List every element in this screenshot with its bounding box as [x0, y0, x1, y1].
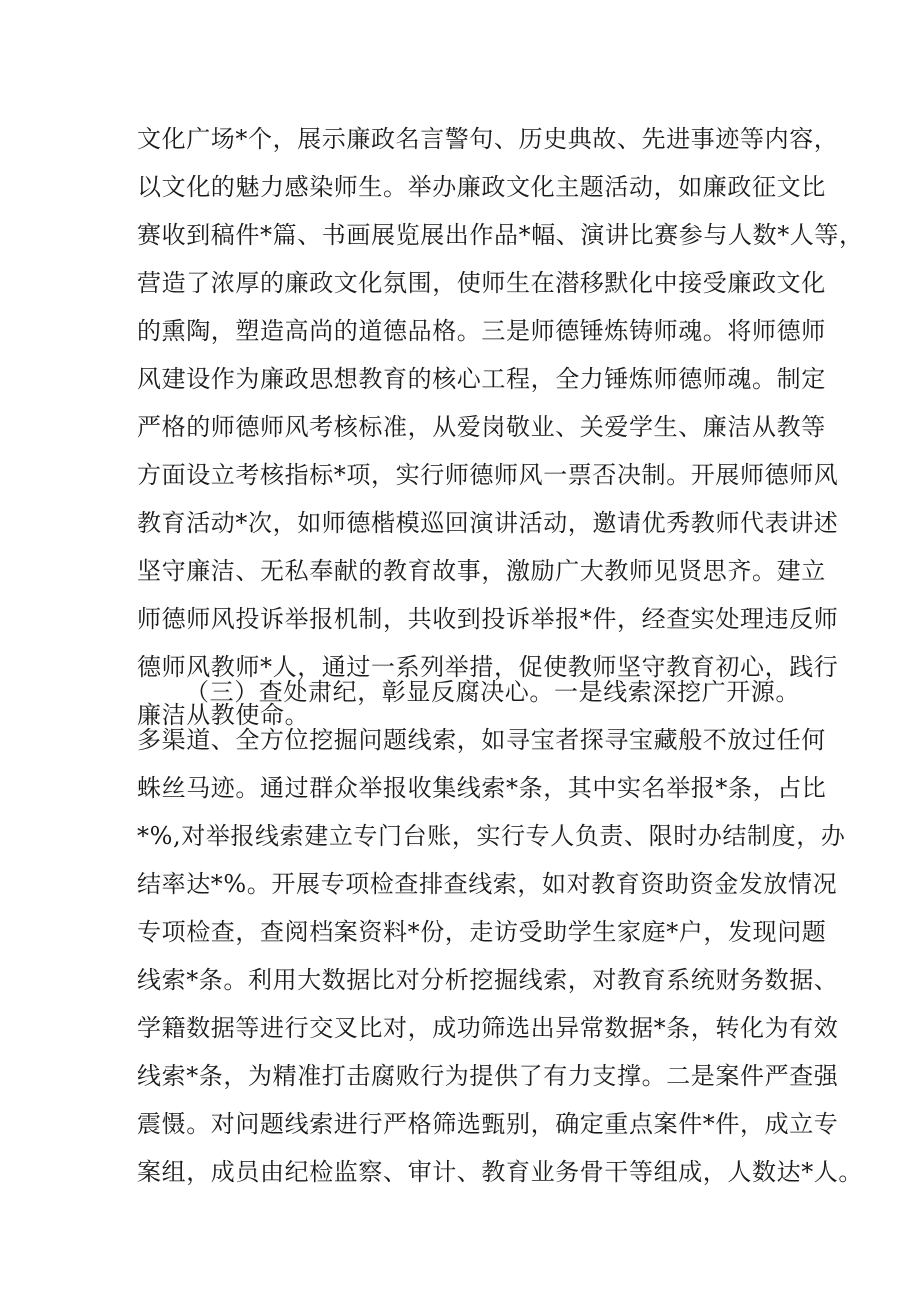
text-line: 德师风教师*人，通过一系列举措，促使教师坚守教育初心，践行	[137, 653, 839, 681]
text-line: 多渠道、全方位挖掘问题线索，如寻宝者探寻宝藏般不放过任何	[137, 726, 826, 754]
text-line: 蛛丝马迹。通过群众举报收集线索*条，其中实名举报*条，占比	[137, 774, 827, 802]
text-line: 专项检查，查阅档案资料*份，走访受助学生家庭*户，发现问题	[137, 918, 827, 946]
section-heading-line: （三）查处肃纪，彰显反腐决心。一是线索深挖广开源。	[185, 678, 800, 706]
text-line: 的熏陶，塑造高尚的道德品格。三是师德锤炼铸师魂。将师德师	[137, 317, 826, 345]
text-line: 案组，成员由纪检监察、审计、教育业务骨干等组成，人数达*人。	[137, 1158, 863, 1186]
text-line: 学籍数据等进行交叉比对，成功筛选出异常数据*条，转化为有效	[137, 1014, 839, 1042]
text-line: 营造了浓厚的廉政文化氛围，使师生在潜移默化中接受廉政文化	[137, 269, 826, 297]
text-line: 教育活动*次，如师德楷模巡回演讲活动，邀请优秀教师代表讲述	[137, 509, 839, 537]
text-line: 廉洁从教使命。	[137, 701, 310, 729]
text-line: 文化广场*个，展示廉政名言警句、历史典故、先进事迹等内容，	[137, 125, 839, 153]
text-line: 方面设立考核指标*项，实行师德师风一票否决制。开展师德师风	[137, 461, 839, 489]
text-line: 线索*条。利用大数据比对分析挖掘线索，对教育系统财务数据、	[137, 966, 839, 994]
paragraph-continuation	[137, 115, 864, 739]
text-line: 赛收到稿件*篇、书画展览展出作品*幅、演讲比赛参与人数*人等，	[137, 221, 864, 249]
text-line: 坚守廉洁、无私奉献的教育故事，激励广大教师见贤思齐。建立	[137, 557, 826, 585]
text-line: 以文化的魅力感染师生。举办廉政文化主题活动，如廉政征文比	[137, 173, 826, 201]
text-line: 师德师风投诉举报机制，共收到投诉举报*件，经查实处理违反师	[137, 605, 839, 633]
text-line: 震慑。对问题线索进行严格筛选甄别，确定重点案件*件，成立专	[137, 1110, 839, 1138]
text-line: 线索*条，为精准打击腐败行为提供了有力支撑。二是案件严查强	[137, 1062, 839, 1090]
text-line: 结率达*%。开展专项检查排查线索，如对教育资助资金发放情况	[137, 870, 838, 898]
text-line: 严格的师德师风考核标准，从爱岗敬业、关爱学生、廉洁从教等	[137, 413, 826, 441]
text-line: 风建设作为廉政思想教育的核心工程，全力锤炼师德师魂。制定	[137, 365, 826, 393]
text-line: *%,对举报线索建立专门台账，实行专人负责、限时办结制度，办	[137, 822, 846, 850]
paragraph-section-three	[137, 668, 863, 1196]
